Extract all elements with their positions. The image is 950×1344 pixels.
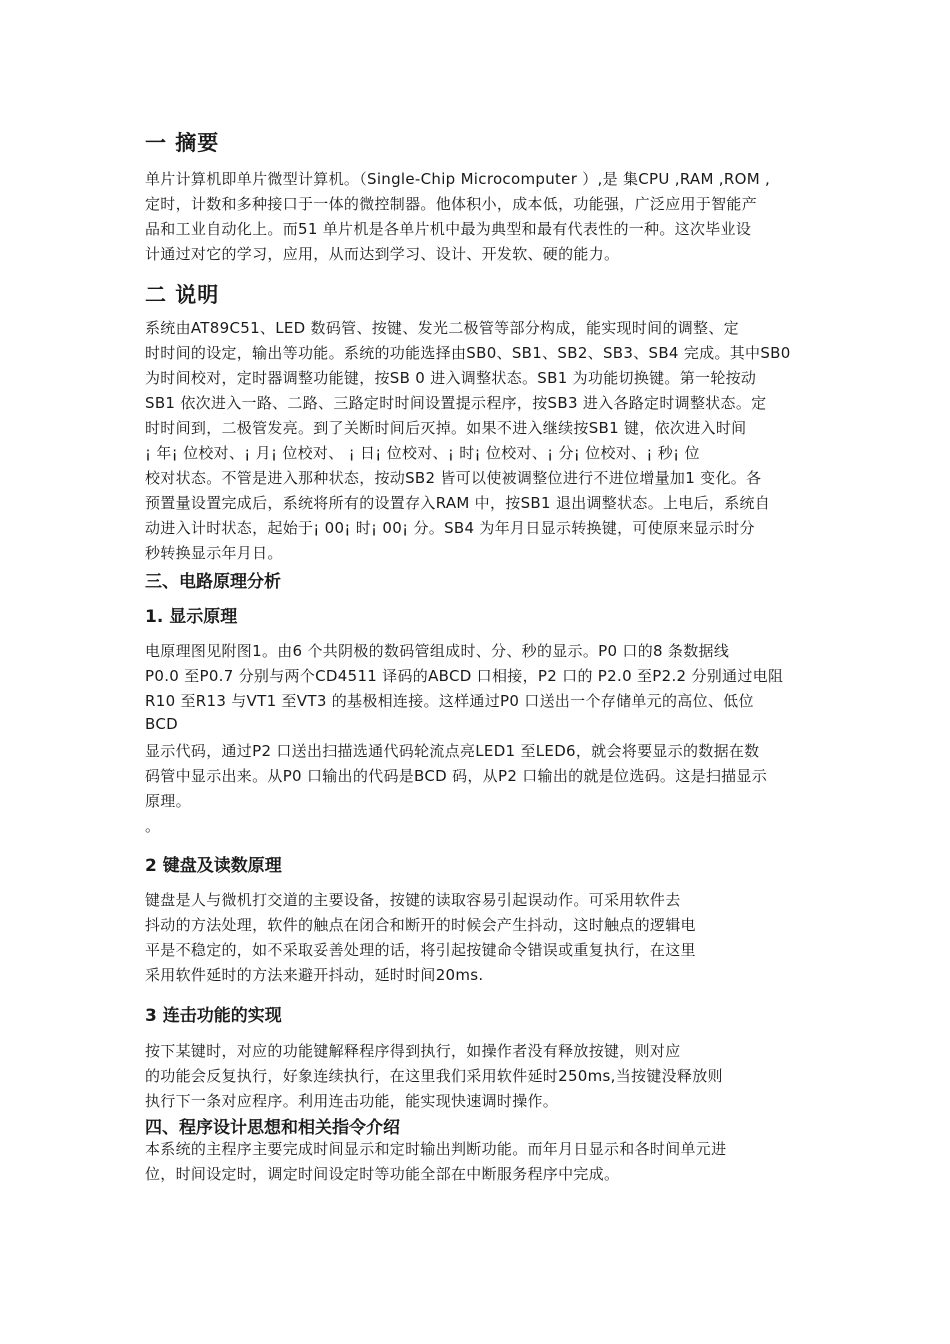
description-line-9: 动进入计时状态，起始于¡ 00¡ 时¡ 00¡ 分。SB4 为年月日显示转换键，可使原来显示时分 xyxy=(145,519,755,537)
description-line-5: 时时间到，二极管发亮。到了关断时间后灭掉。如果不进入继续按SB1 键，依次进入时间 xyxy=(145,419,747,437)
section-title-program-design: 四、程序设计思想和相关指令介绍 xyxy=(145,1118,400,1138)
description-line-2: 时时间的设定，输出等功能。系统的功能选择由SB0、SB1、SB2、SB3、SB4 完成。其中SB0 xyxy=(145,344,791,362)
keyboard-line-4: 采用软件延时的方法来避开抖动，延时时间20ms. xyxy=(145,966,484,984)
subsection-title-repeat-key: 3 连击功能的实现 xyxy=(145,1006,282,1026)
display-line-5: 显示代码，通过P2 口送出扫描选通代码轮流点亮LED1 至LED6，就会将要显示的数据在数 xyxy=(145,742,760,760)
display-line-6: 码管中显示出来。从P0 口输出的代码是BCD 码，从P2 口输出的就是位选码。这是扫描显示 xyxy=(145,767,768,785)
keyboard-line-3: 平是不稳定的，如不采取妥善处理的话，将引起按键命令错误或重复执行，在这里 xyxy=(145,941,696,959)
repeat-key-line-3: 执行下一条对应程序。利用连击功能，能实现快速调时操作。 xyxy=(145,1092,559,1110)
keyboard-line-2: 抖动的方法处理，软件的触点在闭合和断开的时候会产生抖动，这时触点的逻辑电 xyxy=(145,916,696,934)
subsection-title-display: 1. 显示原理 xyxy=(145,607,238,627)
program-design-line-1: 本系统的主程序主要完成时间显示和定时输出判断功能。而年月日显示和各时间单元进 xyxy=(145,1140,727,1158)
display-line-8: 。 xyxy=(145,817,161,835)
keyboard-line-1: 键盘是人与微机打交道的主要设备，按键的读取容易引起误动作。可采用软件去 xyxy=(145,891,681,909)
description-line-1: 系统由AT89C51、LED 数码管、按键、发光二极管等部分构成，能实现时间的调整、定 xyxy=(145,319,739,337)
abstract-line-4: 计通过对它的学习，应用，从而达到学习、设计、开发软、硬的能力。 xyxy=(145,245,620,263)
display-line-3: R10 至R13 与VT1 至VT3 的基极相连接。这样通过P0 口送出一个存储单元的高位、低位 xyxy=(145,692,754,710)
abstract-line-1: 单片计算机即单片微型计算机。（Single-Chip Microcomputer ）,是 集CPU ,RAM ,ROM , xyxy=(145,170,771,188)
description-line-3: 为时间校对，定时器调整功能键，按SB 0 进入调整状态。SB1 为功能切换键。第一轮按动 xyxy=(145,369,757,387)
description-line-10: 秒转换显示年月日。 xyxy=(145,544,283,562)
program-design-line-2: 位，时间设定时，调定时间设定时等功能全部在中断服务程序中完成。 xyxy=(145,1165,620,1183)
section-title-description: 二 说明 xyxy=(145,283,220,307)
display-line-4: BCD xyxy=(145,715,178,733)
description-line-8: 预置量设置完成后，系统将所有的设置存入RAM 中，按SB1 退出调整状态。上电后，系统自 xyxy=(145,494,771,512)
repeat-key-line-2: 的功能会反复执行，好象连续执行，在这里我们采用软件延时250ms,当按键没释放则 xyxy=(145,1067,723,1085)
description-line-4: SB1 依次进入一路、二路、三路定时时间设置提示程序，按SB3 进入各路定时调整状态。定 xyxy=(145,394,767,412)
display-line-1: 电原理图见附图1。由6 个共阴极的数码管组成时、分、秒的显示。P0 口的8 条数据线 xyxy=(145,642,730,660)
subsection-title-keyboard: 2 键盘及读数原理 xyxy=(145,856,282,876)
display-line-2: P0.0 至P0.7 分别与两个CD4511 译码的ABCD 口相接，P2 口的 P2.0 至P2.2 分别通过电阻 xyxy=(145,667,784,685)
description-line-7: 校对状态。不管是进入那种状态，按动SB2 皆可以使被调整位进行不进位增量加1 变化。各 xyxy=(145,469,762,487)
display-line-7: 原理。 xyxy=(145,792,191,810)
repeat-key-line-1: 按下某键时，对应的功能键解释程序得到执行，如操作者没有释放按键，则对应 xyxy=(145,1042,681,1060)
description-line-6: ¡ 年¡ 位校对、¡ 月¡ 位校对、 ¡ 日¡ 位校对、¡ 时¡ 位校对、¡ 分¡ 位校对、¡ 秒¡ 位 xyxy=(145,444,700,462)
section-title-circuit-analysis: 三、电路原理分析 xyxy=(145,572,281,592)
abstract-line-2: 定时，计数和多种接口于一体的微控制器。他体积小，成本低，功能强，广泛应用于智能产 xyxy=(145,195,758,213)
section-title-abstract: 一 摘要 xyxy=(145,131,220,155)
abstract-line-3: 品和工业自动化上。而51 单片机是各单片机中最为典型和最有代表性的一种。这次毕业设 xyxy=(145,220,752,238)
